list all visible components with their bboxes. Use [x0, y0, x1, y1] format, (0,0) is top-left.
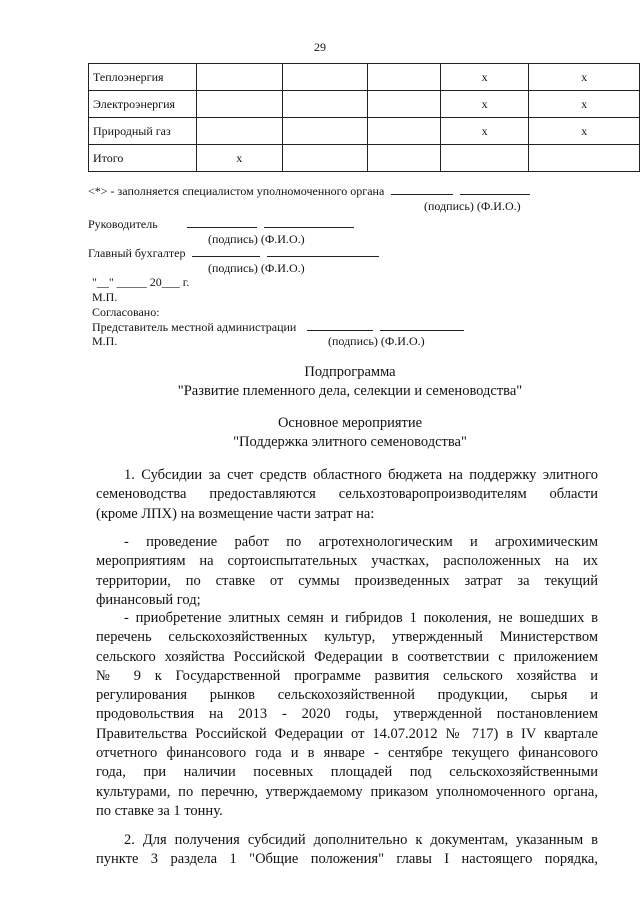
accountant-label: Главный бухгалтер — [88, 246, 186, 260]
representative-label: Представитель местной администрации — [92, 320, 297, 334]
text-line: Правительства Российской Федерации от 14.07.2012 № 717) в IV квартале — [96, 725, 598, 742]
signature-blank — [192, 246, 260, 257]
note-text: <*> - заполняется специалистом уполномоченного органа — [88, 184, 385, 198]
paragraph-3 — [96, 609, 598, 821]
stamp-place: М.П. — [92, 290, 118, 304]
table-row — [89, 145, 640, 172]
row-label: Природный газ — [89, 118, 197, 145]
text-line: - приобретение элитных семян и гибридов 1 поколения, не вошедших в — [124, 610, 598, 626]
representative-caption: (подпись) (Ф.И.О.) — [328, 334, 425, 348]
signature-blank — [187, 217, 257, 228]
table-cell — [368, 64, 441, 91]
table-cell: x — [529, 118, 640, 145]
table-cell — [368, 118, 441, 145]
subprogram-name: "Развитие племенного дела, селекции и семеноводства" — [177, 383, 523, 399]
signature-blank — [307, 320, 373, 331]
accountant-line — [88, 246, 379, 261]
table-cell — [282, 64, 368, 91]
row-label: Итого — [89, 145, 197, 172]
text-line: семеноводства предоставляются сельхозтоваропроизводителям области — [96, 486, 598, 503]
agreed-label: Согласовано: — [92, 305, 160, 319]
accountant-caption: (подпись) (Ф.И.О.) — [208, 261, 305, 275]
text-line: сельского хозяйства Российской Федерации в соответствии с приложением — [96, 648, 598, 665]
text-line: 1. Субсидии за счет средств областного бюджета на поддержку элитного — [124, 467, 598, 483]
table-cell: x — [529, 91, 640, 118]
head-caption: (подпись) (Ф.И.О.) — [208, 232, 305, 246]
table-cell — [282, 91, 368, 118]
paragraph-4 — [96, 831, 598, 870]
text-line: отчетного финансового года и в январе - сентябре текущего финансового — [96, 745, 598, 762]
table-row — [89, 64, 640, 91]
table-cell: x — [440, 118, 529, 145]
head-line — [88, 217, 354, 232]
row-label: Теплоэнергия — [89, 64, 197, 91]
text-line: года, при наличии посевных площадей под сельскохозяйственными — [96, 764, 598, 781]
table-cell: x — [529, 64, 640, 91]
text-line: территории, по ставке от суммы произведенных затрат за текущий — [96, 572, 598, 589]
text-line: финансовый год; — [96, 591, 201, 608]
stamp-place: М.П. — [92, 334, 118, 348]
text-line: 2. Для получения субсидий дополнительно к документам, указанным в — [124, 832, 598, 848]
text-line: мероприятиям на сортоиспытательных участках, расположенных на их — [96, 553, 598, 570]
table-cell — [282, 145, 368, 172]
text-line: (кроме ЛПХ) на возмещение части затрат на: — [96, 505, 375, 522]
text-line: по ставке за 1 тонну. — [96, 802, 223, 819]
table-cell — [440, 145, 529, 172]
note-line — [88, 184, 530, 199]
text-line: продовольствия на 2013 - 2020 годы, утвержденной постановлением — [96, 706, 598, 723]
text-line: перечень сельскохозяйственных культур, утвержденный Министерством — [96, 629, 598, 646]
table-cell — [196, 118, 282, 145]
name-blank — [264, 217, 354, 228]
paragraph-2 — [96, 533, 598, 610]
text-line: пункте 3 раздела 1 "Общие положения" главы I настоящего порядка, — [96, 851, 598, 868]
table-cell — [368, 91, 441, 118]
paragraph-1 — [96, 466, 598, 524]
page-number: 29 — [314, 40, 326, 54]
table-cell — [368, 145, 441, 172]
table-cell: x — [440, 91, 529, 118]
text-line: № 9 к Государственной программе развития сельского хозяйства и — [96, 667, 598, 684]
name-blank — [380, 320, 464, 331]
table-row — [89, 118, 640, 145]
activity-name: "Поддержка элитного семеноводства" — [233, 434, 467, 450]
text-line: - проведение работ по агротехнологическим и агрохимическим — [124, 534, 598, 550]
table-cell — [282, 118, 368, 145]
table-cell: x — [440, 64, 529, 91]
text-line: регулирования рынков сельскохозяйственной продукции, сырья и — [96, 687, 598, 704]
table-row — [89, 91, 640, 118]
table-cell — [196, 64, 282, 91]
subprogram-title: Подпрограмма — [304, 364, 396, 380]
date-line: "__" _____ 20___ г. — [92, 275, 190, 289]
name-blank — [460, 184, 530, 195]
resources-table — [88, 63, 640, 172]
table-cell: x — [196, 145, 282, 172]
activity-title: Основное мероприятие — [277, 415, 423, 431]
signature-blank — [391, 184, 453, 195]
row-label: Электроэнергия — [89, 91, 197, 118]
head-label: Руководитель — [88, 217, 158, 231]
table-cell — [529, 145, 640, 172]
text-line: культурами, по перечню, утверждаемому приказом уполномоченного органа, — [96, 783, 598, 800]
note-caption: (подпись) (Ф.И.О.) — [424, 199, 521, 213]
representative-line — [92, 320, 464, 335]
name-blank — [267, 246, 379, 257]
table-cell — [196, 91, 282, 118]
